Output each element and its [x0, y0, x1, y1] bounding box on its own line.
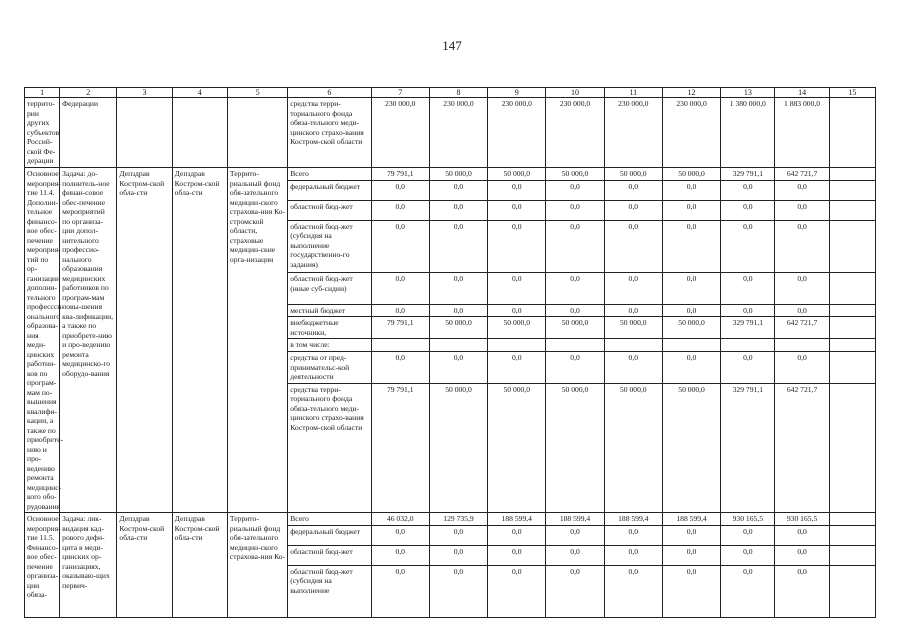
measure-col5-cell: Террито-риальный фонд обя-зательного медицин-ского страхова-ния Ко-стромской области, страховые медицин-ские орга-низации — [227, 168, 287, 513]
amount-cell: 642 721,7 — [775, 317, 829, 339]
amount-cell: 50 000,0 — [546, 383, 604, 512]
amount-cell: 0,0 — [429, 525, 487, 545]
amount-cell: 0,0 — [371, 304, 429, 317]
amount-cell: 329 791,1 — [721, 383, 775, 512]
column-15-cell — [829, 200, 875, 220]
amount-cell: 0,0 — [604, 220, 662, 272]
amount-cell: 0,0 — [721, 525, 775, 545]
amount-cell: 0,0 — [429, 545, 487, 565]
column-15-cell — [829, 513, 875, 526]
column-number-cell: 4 — [172, 88, 227, 98]
amount-cell: 0,0 — [429, 200, 487, 220]
amount-cell: 0,0 — [662, 273, 720, 304]
amount-cell: 0,0 — [775, 180, 829, 200]
table-row — [25, 513, 876, 526]
column-number-cell: 11 — [604, 88, 662, 98]
funding-source-cell: областной бюд-жет — [288, 200, 371, 220]
amount-cell: 0,0 — [488, 304, 546, 317]
amount-cell: 0,0 — [488, 565, 546, 617]
column-number-cell: 10 — [546, 88, 604, 98]
amount-cell: 0,0 — [546, 220, 604, 272]
amount-cell: 0,0 — [721, 352, 775, 384]
amount-cell: 0,0 — [429, 352, 487, 384]
amount-cell: 0,0 — [721, 565, 775, 617]
funding-source-cell: средства терри-ториального фонда обяза-тельного меди-цинского страхо-вания Костром-ской области — [288, 383, 371, 512]
column-number-cell: 6 — [288, 88, 371, 98]
amount-cell — [721, 339, 775, 352]
amount-cell: 50 000,0 — [429, 168, 487, 181]
column-number-cell: 2 — [60, 88, 117, 98]
funding-source-cell: средства от пред-принимательс-кой деятельности — [288, 352, 371, 384]
column-15-cell — [829, 545, 875, 565]
funding-source-cell: областной бюд-жет — [288, 545, 371, 565]
measure-col3-cell: Депздрав Костром-ской обла-сти — [117, 168, 172, 513]
amount-cell: 642 721,7 — [775, 383, 829, 512]
column-15-cell — [829, 273, 875, 304]
column-15-cell — [829, 525, 875, 545]
amount-cell: 0,0 — [546, 304, 604, 317]
amount-cell — [488, 339, 546, 352]
column-15-cell — [829, 220, 875, 272]
amount-cell: 0,0 — [604, 565, 662, 617]
amount-cell: 0,0 — [604, 273, 662, 304]
amount-cell: 129 735,9 — [429, 513, 487, 526]
amount-cell: 1 883 000,0 — [775, 98, 829, 168]
amount-cell: 188 599,4 — [546, 513, 604, 526]
amount-cell: 0,0 — [488, 273, 546, 304]
amount-cell: 0,0 — [775, 565, 829, 617]
amount-cell: 0,0 — [662, 220, 720, 272]
amount-cell — [429, 339, 487, 352]
amount-cell: 50 000,0 — [546, 168, 604, 181]
amount-cell: 0,0 — [721, 180, 775, 200]
funding-source-cell: областной бюд-жет (субсидия на выполнение — [288, 565, 371, 617]
amount-cell: 930 165,5 — [721, 513, 775, 526]
amount-cell: 0,0 — [488, 200, 546, 220]
amount-cell: 50 000,0 — [662, 317, 720, 339]
amount-cell: 0,0 — [662, 525, 720, 545]
amount-cell: 230 000,0 — [429, 98, 487, 168]
page-number: 147 — [442, 38, 462, 53]
amount-cell — [371, 339, 429, 352]
amount-cell: 930 165,5 — [775, 513, 829, 526]
amount-cell: 0,0 — [721, 304, 775, 317]
amount-cell: 0,0 — [662, 304, 720, 317]
amount-cell: 0,0 — [604, 304, 662, 317]
amount-cell: 0,0 — [662, 352, 720, 384]
amount-cell: 0,0 — [775, 273, 829, 304]
funding-source-cell: местный бюджет — [288, 304, 371, 317]
column-15-cell — [829, 339, 875, 352]
funding-source-cell: внебюджетные источники, — [288, 317, 371, 339]
amount-cell: 0,0 — [371, 200, 429, 220]
amount-cell: 50 000,0 — [604, 383, 662, 512]
amount-cell: 0,0 — [429, 565, 487, 617]
amount-cell: 50 000,0 — [488, 317, 546, 339]
column-number-cell: 8 — [429, 88, 487, 98]
amount-cell: 50 000,0 — [546, 317, 604, 339]
measure-col1-cell: Основное мероприя-тие 11.5. Финансо-вое обес-печение организа-ции обяза- — [25, 513, 60, 618]
amount-cell: 50 000,0 — [662, 383, 720, 512]
measure-col4-cell: Депздрав Костром-ской обла-сти — [172, 168, 227, 513]
measure-col2-cell: Задача: лик-видация кад-рового дефи-цита в меди-цинских ор-ганизациях, оказываю-щих первич- — [60, 513, 117, 618]
column-15-cell — [829, 98, 875, 168]
amount-cell: 50 000,0 — [488, 383, 546, 512]
amount-cell: 0,0 — [721, 220, 775, 272]
column-15-cell — [829, 383, 875, 512]
amount-cell: 0,0 — [546, 352, 604, 384]
amount-cell: 0,0 — [775, 220, 829, 272]
amount-cell: 50 000,0 — [429, 383, 487, 512]
amount-cell — [662, 339, 720, 352]
measure-col5-cell — [227, 98, 287, 168]
measure-col2-cell: Задача: до-полнитель-ное финан-совое обес-печение мероприятий по организа-ции допол-нительного профессио-нального образования медицинских работников по програм-мам повы-шения ква-лификации, а также по приобрете-нию и про-ведению ремонта медицинско-го оборудо-вания — [60, 168, 117, 513]
amount-cell: 230 000,0 — [662, 98, 720, 168]
column-number-cell: 3 — [117, 88, 172, 98]
measure-col5-cell: Террито-риальный фонд обя-зательного медицин-ского страхова-ния Ко- — [227, 513, 287, 618]
amount-cell: 188 599,4 — [604, 513, 662, 526]
amount-cell: 0,0 — [662, 200, 720, 220]
amount-cell: 0,0 — [429, 220, 487, 272]
funding-source-cell: областной бюд-жет (субсидия на выполнение государственно-го задания) — [288, 220, 371, 272]
measure-col3-cell: Депздрав Костром-ской обла-сти — [117, 513, 172, 618]
amount-cell: 0,0 — [429, 180, 487, 200]
amount-cell: 0,0 — [604, 525, 662, 545]
amount-cell: 0,0 — [371, 180, 429, 200]
measure-col3-cell — [117, 98, 172, 168]
amount-cell: 0,0 — [546, 545, 604, 565]
amount-cell: 329 791,1 — [721, 317, 775, 339]
column-15-cell — [829, 317, 875, 339]
amount-cell — [604, 339, 662, 352]
amount-cell: 0,0 — [662, 565, 720, 617]
amount-cell: 0,0 — [488, 180, 546, 200]
amount-cell: 0,0 — [371, 273, 429, 304]
amount-cell: 0,0 — [488, 545, 546, 565]
funding-source-cell: в том числе: — [288, 339, 371, 352]
amount-cell: 0,0 — [775, 200, 829, 220]
column-15-cell — [829, 168, 875, 181]
amount-cell: 0,0 — [662, 545, 720, 565]
funding-source-cell: средства терри-ториального фонда обяза-тельного меди-цинского страхо-вания Костром-ской области — [288, 98, 371, 168]
table-row — [25, 98, 876, 168]
amount-cell: 230 000,0 — [604, 98, 662, 168]
amount-cell — [775, 339, 829, 352]
amount-cell: 0,0 — [488, 525, 546, 545]
column-number-cell: 14 — [775, 88, 829, 98]
amount-cell: 0,0 — [604, 200, 662, 220]
amount-cell: 0,0 — [775, 525, 829, 545]
column-number-cell: 12 — [662, 88, 720, 98]
amount-cell — [546, 339, 604, 352]
column-number-cell: 1 — [25, 88, 60, 98]
amount-cell: 0,0 — [604, 180, 662, 200]
amount-cell: 0,0 — [371, 220, 429, 272]
amount-cell: 230 000,0 — [488, 98, 546, 168]
amount-cell: 0,0 — [546, 525, 604, 545]
amount-cell: 0,0 — [546, 565, 604, 617]
amount-cell: 329 791,1 — [721, 168, 775, 181]
amount-cell: 0,0 — [721, 200, 775, 220]
amount-cell: 0,0 — [371, 352, 429, 384]
amount-cell: 79 791,1 — [371, 317, 429, 339]
measure-col1-cell: террито-рии других субъектов Россий-ской Фе-дерации — [25, 98, 60, 168]
amount-cell: 46 032,0 — [371, 513, 429, 526]
amount-cell: 230 000,0 — [546, 98, 604, 168]
amount-cell: 0,0 — [429, 304, 487, 317]
amount-cell: 0,0 — [488, 352, 546, 384]
amount-cell: 0,0 — [662, 180, 720, 200]
amount-cell: 0,0 — [604, 352, 662, 384]
column-15-cell — [829, 565, 875, 617]
column-15-cell — [829, 352, 875, 384]
amount-cell: 50 000,0 — [662, 168, 720, 181]
amount-cell: 188 599,4 — [662, 513, 720, 526]
amount-cell: 50 000,0 — [488, 168, 546, 181]
column-number-row — [25, 88, 876, 98]
column-15-cell — [829, 304, 875, 317]
amount-cell: 0,0 — [546, 200, 604, 220]
column-15-cell — [829, 180, 875, 200]
measure-col2-cell: Федерации — [60, 98, 117, 168]
funding-source-cell: федеральный бюджет — [288, 525, 371, 545]
column-number-cell: 15 — [829, 88, 875, 98]
amount-cell: 50 000,0 — [604, 317, 662, 339]
amount-cell: 0,0 — [371, 565, 429, 617]
amount-cell: 0,0 — [775, 352, 829, 384]
amount-cell: 50 000,0 — [604, 168, 662, 181]
funding-source-cell: Всего — [288, 168, 371, 181]
table-row — [25, 168, 876, 181]
program-budget-table — [24, 87, 876, 618]
amount-cell: 0,0 — [721, 273, 775, 304]
funding-source-cell: областной бюд-жет (иные суб-сидии) — [288, 273, 371, 304]
column-number-cell: 7 — [371, 88, 429, 98]
funding-source-cell: федеральный бюджет — [288, 180, 371, 200]
amount-cell: 0,0 — [775, 304, 829, 317]
amount-cell: 0,0 — [546, 273, 604, 304]
funding-source-cell: Всего — [288, 513, 371, 526]
amount-cell: 79 791,1 — [371, 383, 429, 512]
column-number-cell: 13 — [721, 88, 775, 98]
amount-cell: 0,0 — [429, 273, 487, 304]
amount-cell: 0,0 — [604, 545, 662, 565]
amount-cell: 0,0 — [546, 180, 604, 200]
amount-cell: 79 791,1 — [371, 168, 429, 181]
amount-cell: 0,0 — [371, 525, 429, 545]
amount-cell: 642 721,7 — [775, 168, 829, 181]
measure-col4-cell: Депздрав Костром-ской обла-сти — [172, 513, 227, 618]
amount-cell: 1 380 000,0 — [721, 98, 775, 168]
amount-cell: 0,0 — [775, 545, 829, 565]
amount-cell: 50 000,0 — [429, 317, 487, 339]
column-number-cell: 9 — [488, 88, 546, 98]
amount-cell: 0,0 — [371, 545, 429, 565]
amount-cell: 188 599,4 — [488, 513, 546, 526]
amount-cell: 230 000,0 — [371, 98, 429, 168]
column-number-cell: 5 — [227, 88, 287, 98]
amount-cell: 0,0 — [488, 220, 546, 272]
measure-col4-cell — [172, 98, 227, 168]
amount-cell: 0,0 — [721, 545, 775, 565]
measure-col1-cell: Основное мероприя-тие 11.4. Дополни-тельное финансо-вое обес-печение мероприя-тий по ор-ганизации дополни-тельного профессси-онального образова-ния меди-цинских работни-ков по програм-мам по-вышения квалифи-кации, а также по приобрете-нию и про-ведению ремонта медицинс-кого обо-рудования — [25, 168, 60, 513]
